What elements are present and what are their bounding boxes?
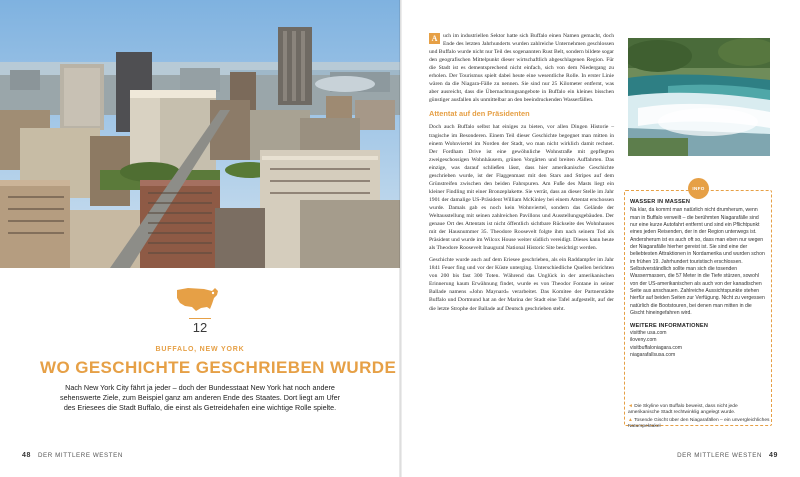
info-link[interactable]: niagarafallsusa.com (630, 352, 676, 359)
intro-line: Nach New York City fährt ja jeder – doch der Bundesstaat New York hat noch andere (65, 383, 335, 392)
chapter-divider (189, 318, 211, 319)
niagara-falls-photo (628, 38, 770, 156)
up-arrow-icon: ▲ (628, 417, 633, 423)
intro-line: sehenswerte Ziele, zum Beispiel ganz am anderen Ende des Staates. Dort liegt am Ufer (59, 393, 341, 403)
info-heading: WASSER IN MASSEN (630, 199, 691, 205)
article-paragraph: Doch auch Buffalo selbst hat einiges zu bieten, vor allen Dingen Historie – tragische im Besonderen. Einem Teil dieser Geschichte begegnet man mitten in einem Wohnviertel im Norden der Stadt, wo man nicht wirklich damit rechnet. Der Fordham Drive ist eine gewöhnliche Wohnstraße mit gepflegten zweigeschossigen Wohnhäusern, grünen Vorgärten und breiten Auffahrten. Das einzige, was darauf schließen lässt, dass hier amerikanische Geschichte geschrieben wurde, ist der Flaggenmast mit den Stars and Stripes auf dem Grünstreifen zwischen den beiden Fahrspuren. Am Fuße des Masts liegt ein kleiner Findling mit einer Bronzeplakette. Sie verrät, dass an dieser Stelle im Jahr 1901 der damalige US-Präsident William McKinley bei einem Attentat erschossen wurde. Damals gab es noch kein Wohnviertel, sondern das Gelände der Weltausstellung mit seinen zahlreichen Pavillons und Ausstellungsgebäuden. Der genaue Ort des Attentats ist nicht öffentlich sichtbare Rückseite des Wohnhauses mit der Hausnummer 35. Theodore Roosevelt folgte ihm nach seinem Tod als Präsident und wurde im Wilcox House weiter südlich vereidigt. Dieses kann heute als Theodore Roosevelt Inaugural National Historic Site besichtigt werden. (429, 124, 614, 252)
chapter-headline: WO GESCHICHTE GESCHRIEBEN WURDE (40, 358, 397, 377)
book-gutter (399, 0, 402, 477)
section-label: DER MITTLERE WESTEN (677, 452, 763, 459)
usa-map-icon (174, 284, 222, 314)
info-link[interactable]: visitbuffaloniagara.com (630, 344, 683, 351)
info-body: Na klar, da kommt man natürlich nicht drumherum, wenn man in Buffalo verweilt – die berühmten Niagarafälle sind nur eine kurze Autofahrt entfernt und sind ein Pflichtpunkt eines jeden Reisenden, der in der Region unterwegs ist. Andersherum ist es auch oft so, dass man eben nur wegen der Niagarafälle hierher gereist ist. Sie sind eine der beliebtesten Attraktionen in Nordamerika und wurden schon im frühen 19. Jahrhundert touristisch erschlossen. Selbstverständlich sollte man sich die tosenden Wassermassen, die 57 Meter in die Tiefe stürzen, sowohl von der US-amerikanischen als auch von der kanadischen Seite aus anschauen. Zahlreiche Aussichtspunkte stehen hierfür auf beiden Seiten zur Verfügung. Nicht zu vergessen natürlich die Bootstouren, bei denen man mitten in die Gischt hineingefahren wird. (630, 207, 765, 317)
caption-text: Die Skyline von Buffalo beweist, dass nicht jede amerikanische Stadt rechtwinklig angelegt wurde. (628, 404, 738, 416)
dropcap: A (429, 33, 440, 44)
info-badge: INFO (688, 178, 709, 199)
photo-captions (628, 404, 770, 432)
buffalo-skyline-photo (0, 0, 400, 268)
info-content (630, 199, 766, 359)
info-link[interactable]: visitthe usa.com (630, 329, 667, 336)
location-kicker: BUFFALO, NEW YORK (155, 346, 245, 353)
section-heading: Attentat auf den Präsidenten (429, 109, 530, 119)
article-paragraph (429, 32, 614, 104)
folio-right (677, 452, 778, 459)
chapter-number: 12 (192, 320, 208, 335)
main-article (429, 32, 614, 317)
folio-left (22, 452, 123, 459)
page-number: 49 (769, 452, 778, 459)
page-number: 48 (22, 452, 31, 459)
info-links (630, 330, 766, 360)
intro-text (30, 383, 370, 414)
intro-line: des Eriesees die Stadt Buffalo, die einst als Getreidehafen eine wichtige Rolle spielte. (63, 403, 337, 413)
paragraph-text: uch im industriellen Sektor hatte sich Buffalo einen Namen gemacht, doch Ende des letzten Jahrhunderts wurden zahlreiche Unternehmen geschlossen und Buffalo wurde nicht nur Teil des sogenannten Rust Belt, sondern bildete sogar den geografischen Mittelpunkt dieser wirtschaftlich abgeschlagenen Region. Für die Stadt ist es dementsprechend nicht einfach, sich von dem Niedergang zu erholen. Der Tourismus spielt dabei heute eine wesentliche Rolle. In erster Linie wären da die Niagara-Fälle zu nennen. Sie sind nur 25 Kilometer entfernt, was aber ausreicht, dass die Übernachtungsangebote in Buffalo ein kleines bisschen günstiger ausfallen als unmittelbar an den beeindruckenden Wasserfällen. (429, 33, 614, 104)
caption (628, 418, 770, 431)
caption-text: Tosende Gischt über den Niagarafällen – ein unvergleichliches Naturspektakel (628, 417, 770, 430)
left-arrow-icon: ◄ (628, 404, 633, 409)
section-label: DER MITTLERE WESTEN (37, 452, 123, 459)
caption (628, 404, 770, 417)
info-link[interactable]: iloveny.com (630, 337, 657, 344)
article-paragraph: Geschichte wurde auch auf dem Eriesee geschrieben, als ein Raddampfer im Jahr 1841 Feuer fing und vor der Küste unterging. Unterschiedliche Quellen berichten von 200 bis fast 300 Toten. Während das Unglück in der amerikanischen Erinnerung kaum Erwähnung findet, wurde es von Theodor Fontane in seiner Ballade namens »John Maynard« verarbeitet. Das Komitee der Partnerstädte Buffalo und Dortmund hat an der Marina der Stadt eine Tafel aufgestellt, auf der die letzte Strophe der Ballade auf Deutsch geschrieben steht. (429, 257, 614, 312)
more-info-heading: WEITERE INFORMATIONEN (630, 322, 709, 329)
